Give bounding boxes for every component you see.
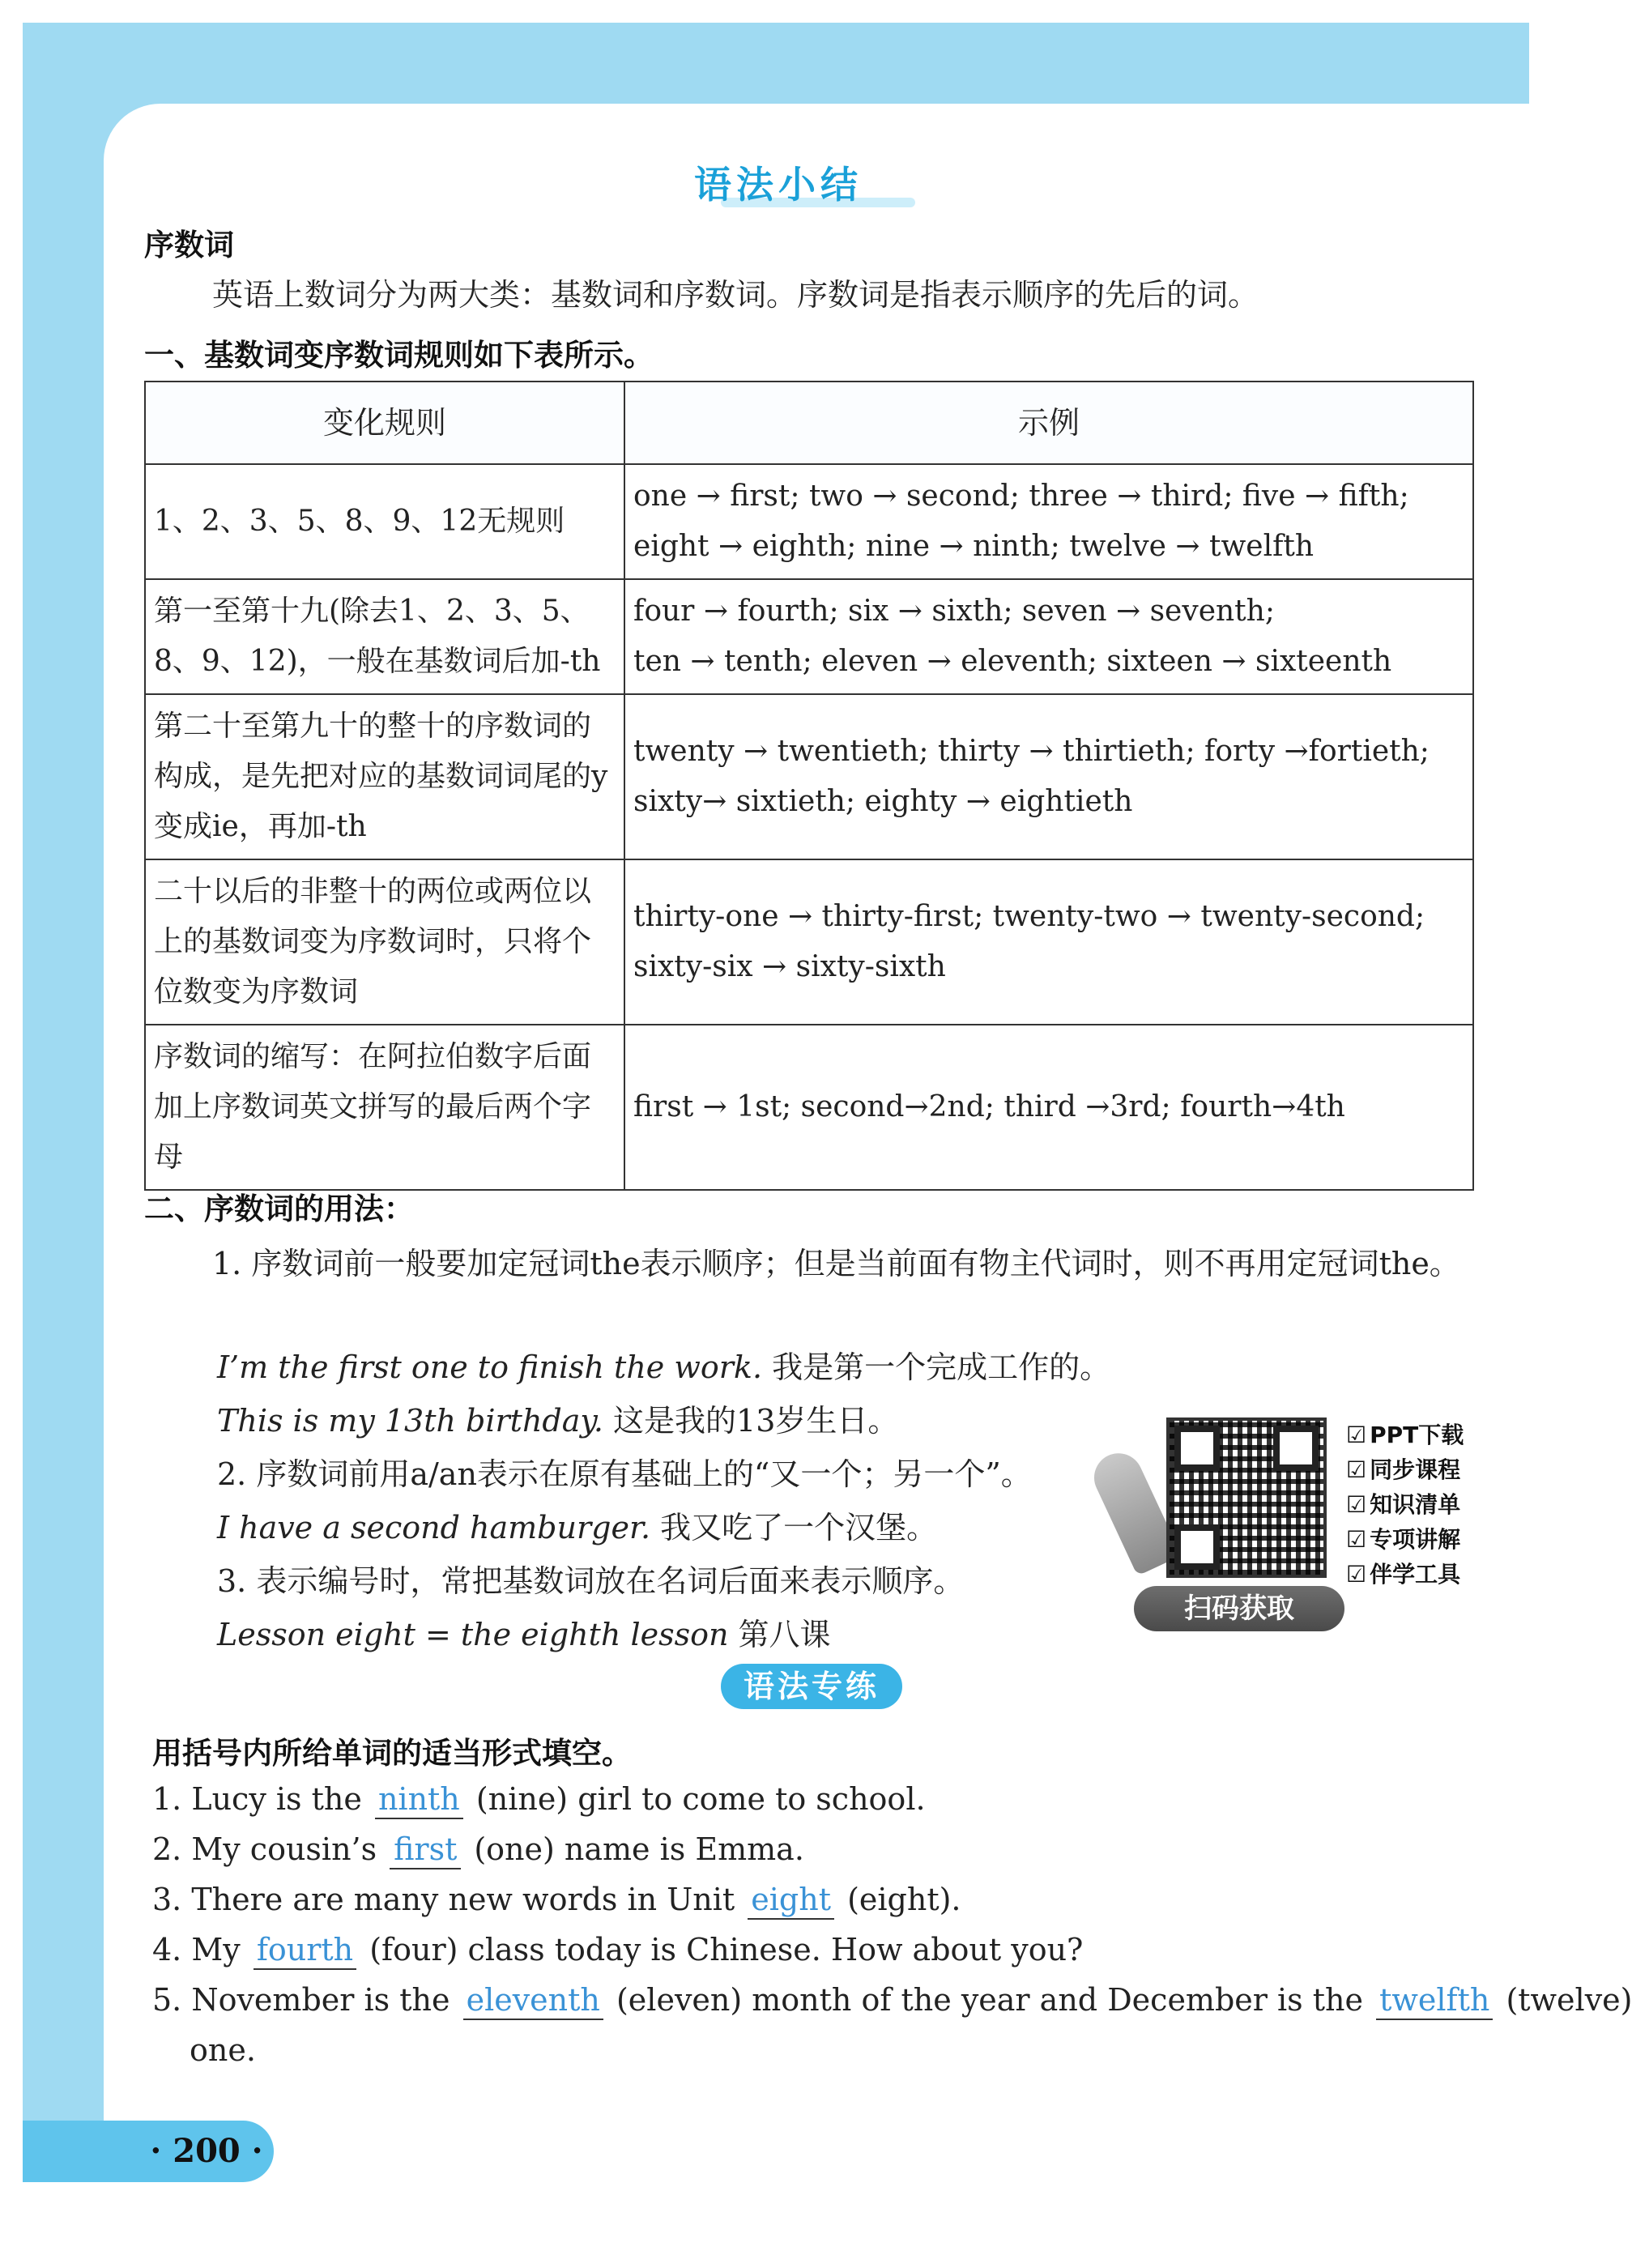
usage-example-1 <box>217 1346 1110 1388</box>
table-row <box>145 859 1473 1025</box>
qr-feature-item <box>1346 1557 1464 1592</box>
checkbox-icon: ☑ <box>1346 1422 1367 1448</box>
answer-blank[interactable]: first <box>390 1831 461 1869</box>
example-cell <box>624 1025 1473 1190</box>
exercise-text: (four) class today is Chinese. How about you? <box>369 1932 1084 1967</box>
example-line: sixty→ sixtieth; eighty → eightieth <box>633 785 1133 818</box>
usage-heading: 二、序数词的用法： <box>144 1192 414 1226</box>
qr-feature-label: 伴学工具 <box>1370 1561 1461 1588</box>
exercise-text: (eight). <box>847 1882 961 1917</box>
rule-cell: 序数词的缩写：在阿拉伯数字后面加上序数词英文拼写的最后两个字母 <box>145 1025 624 1190</box>
usage-point-2: 2. 序数词前用a/an表示在原有基础上的“又一个；另一个”。 <box>217 1456 1032 1492</box>
exercise-text: 2. My cousin’s <box>152 1831 377 1867</box>
exercise-item <box>152 1975 1632 2025</box>
example-line: first → 1st; second→2nd; third →3rd; fourth→4th <box>633 1090 1345 1123</box>
page-bottom-margin <box>23 2179 1529 2244</box>
example-line: thirty-one → thirty-first; twenty-two → twenty-second; <box>633 900 1425 933</box>
qr-feature-label: 同步课程 <box>1370 1456 1461 1483</box>
exercise-text: (twelve) <box>1506 1982 1632 2018</box>
section-intro: 英语上数词分为两大类：基数词和序数词。序数词是指表示顺序的先后的词。 <box>212 277 1259 313</box>
page-title: 语法小结 <box>694 163 863 207</box>
example-chinese: 这是我的13岁生日。 <box>613 1403 899 1439</box>
exercise-item <box>152 1774 926 1824</box>
practice-badge: 语法专练 <box>721 1664 902 1709</box>
example-chinese: 我是第一个完成工作的。 <box>772 1349 1111 1385</box>
usage-point-3: 3. 表示编号时，常把基数词放在名词后面来表示顺序。 <box>217 1563 965 1599</box>
answer-blank[interactable]: twelfth <box>1376 1981 1493 2020</box>
qr-feature-label: 专项讲解 <box>1370 1526 1461 1553</box>
table-row <box>145 579 1473 694</box>
exercise-text: 5. November is the <box>152 1982 450 2018</box>
example-line: ten → tenth; eleven → eleventh; sixteen → sixteenth <box>633 645 1392 678</box>
section-heading: 序数词 <box>144 228 234 262</box>
usage-example-4 <box>217 1614 831 1656</box>
table-header-row <box>145 382 1473 464</box>
qr-feature-label: 知识清单 <box>1370 1491 1461 1518</box>
page-number: · 200 · <box>150 2132 263 2170</box>
example-cell <box>624 579 1473 694</box>
example-line: one → first; two → second; three → third; five → fifth; <box>633 480 1409 513</box>
usage-example-2 <box>217 1400 898 1442</box>
example-cell <box>624 859 1473 1025</box>
qr-corner-marker <box>1174 1426 1220 1471</box>
exercise-text: (one) name is Emma. <box>474 1831 804 1867</box>
answer-blank[interactable]: eleventh <box>463 1981 603 2020</box>
example-cell <box>624 694 1473 859</box>
example-chinese: 我又吃了一个汉堡。 <box>660 1510 938 1545</box>
example-english: This is my 13th birthday. <box>217 1403 603 1439</box>
example-line: twenty → twentieth; thirty → thirtieth; forty →fortieth; <box>633 735 1430 768</box>
example-english: I have a second hamburger. <box>217 1510 651 1545</box>
rule-cell: 第二十至第九十的整十的序数词的构成，是先把对应的基数词词尾的y变成ie，再加-th <box>145 694 624 859</box>
checkbox-icon: ☑ <box>1346 1526 1367 1553</box>
qr-feature-label: PPT下载 <box>1370 1422 1464 1448</box>
exercise-item <box>152 1824 804 1874</box>
table-row <box>145 694 1473 859</box>
example-line: sixty-six → sixty-sixth <box>633 950 946 983</box>
answer-blank[interactable]: ninth <box>375 1780 463 1819</box>
exercise-item <box>152 1874 961 1925</box>
qr-promo <box>1110 1418 1482 1652</box>
answer-blank[interactable]: fourth <box>254 1931 356 1970</box>
qr-feature-list <box>1346 1418 1464 1592</box>
practice-instruction: 用括号内所给单词的适当形式填空。 <box>152 1736 632 1771</box>
usage-example-3 <box>217 1507 937 1549</box>
checkbox-icon: ☑ <box>1346 1491 1367 1518</box>
qr-feature-item <box>1346 1487 1464 1522</box>
scan-banner[interactable]: 扫码获取 <box>1134 1586 1344 1631</box>
exercise-text: 1. Lucy is the <box>152 1781 362 1817</box>
exercise-text: (eleven) month of the year and December is the <box>616 1982 1363 2018</box>
qr-feature-item <box>1346 1418 1464 1452</box>
example-english: I’m the first one to finish the work. <box>217 1349 763 1385</box>
rules-heading: 一、基数词变序数词规则如下表所示。 <box>144 338 654 373</box>
exercise-continuation: one. <box>190 2032 256 2068</box>
exercise-text: (nine) girl to come to school. <box>475 1781 926 1817</box>
qr-feature-item <box>1346 1452 1464 1487</box>
qr-feature-item <box>1346 1522 1464 1557</box>
table-header-example: 示例 <box>624 382 1473 464</box>
table-header-rule: 变化规则 <box>145 382 624 464</box>
rule-cell: 二十以后的非整十的两位或两位以上的基数词变为序数词时，只将个位数变为序数词 <box>145 859 624 1025</box>
example-english: Lesson eight = the eighth lesson <box>217 1617 729 1652</box>
exercise-item <box>152 1925 1083 1975</box>
table-row <box>145 1025 1473 1190</box>
qr-corner-marker <box>1273 1426 1319 1471</box>
exercise-text: 4. My <box>152 1932 241 1967</box>
rule-cell: 第一至第十九(除去1、2、3、5、8、9、12)，一般在基数词后加-th <box>145 579 624 694</box>
exercise-text: 3. There are many new words in Unit <box>152 1882 735 1917</box>
rules-table <box>144 381 1474 1191</box>
qr-corner-marker <box>1174 1524 1220 1570</box>
example-chinese: 第八课 <box>738 1617 831 1652</box>
qr-code-icon[interactable] <box>1166 1418 1327 1578</box>
example-line: four → fourth; six → sixth; seven → seventh; <box>633 595 1275 628</box>
checkbox-icon: ☑ <box>1346 1561 1367 1588</box>
checkbox-icon: ☑ <box>1346 1456 1367 1483</box>
example-line: eight → eighth; nine → ninth; twelve → twelfth <box>633 530 1315 563</box>
example-cell <box>624 464 1473 579</box>
table-row <box>145 464 1473 579</box>
usage-point-1: 1. 序数词前一般要加定冠词the表示顺序；但是当前面有物主代词时，则不再用定冠词the。 <box>212 1246 1460 1281</box>
rule-cell: 1、2、3、5、8、9、12无规则 <box>145 464 624 579</box>
answer-blank[interactable]: eight <box>748 1881 834 1920</box>
